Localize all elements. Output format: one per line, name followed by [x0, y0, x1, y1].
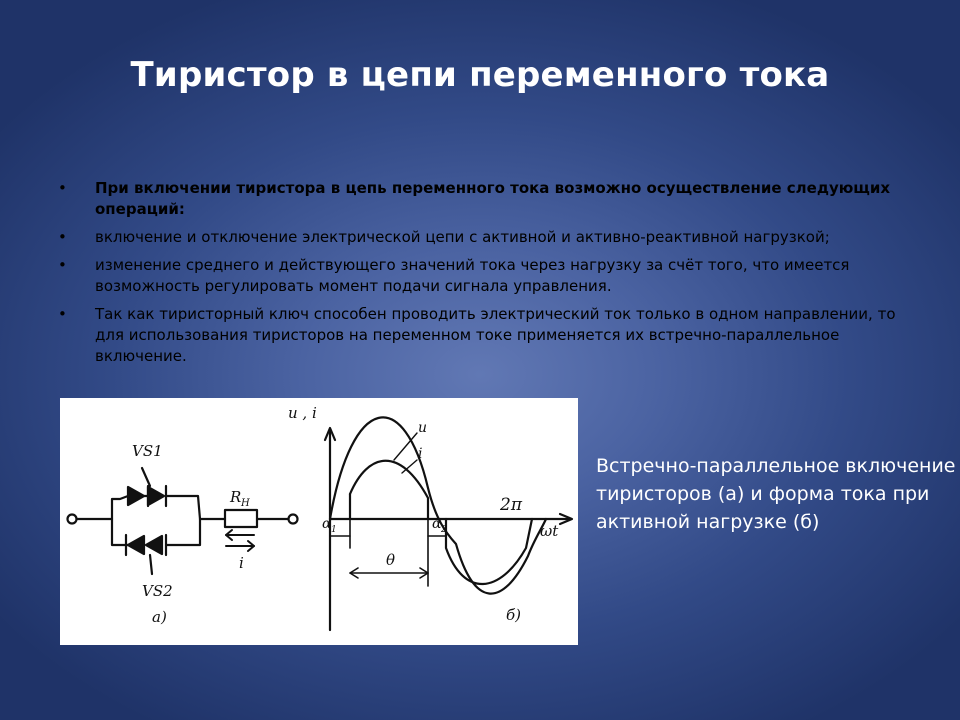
output-terminal [289, 515, 298, 524]
input-terminal [68, 515, 77, 524]
wire [112, 496, 128, 519]
thyristor-vs1 [128, 468, 166, 506]
bullet-text: При включении тиристора в цепь переменного тока возможно осуществление следующих операций: [95, 179, 891, 218]
vs1-label: VS1 [132, 442, 163, 460]
rh-label: R [230, 488, 242, 506]
part-b-label: б) [506, 606, 522, 624]
bullet-text: включение и отключение электрической цепи с активной и активно-реактивной нагрузкой; [95, 228, 830, 246]
slide-title: Тиристор в цепи переменного тока [130, 55, 830, 95]
bullet-item [58, 178, 908, 220]
current-curve-i-positive [350, 461, 428, 519]
wire [166, 496, 200, 519]
figure-caption: Встречно-параллельное включение тиристоров (а) и форма тока при активной нагрузке (б) [596, 455, 956, 533]
bullet-text: Так как тиристорный ключ способен проводить электрический ток только в одном направлении, то для использования тиристоров на переменном токе применяется их встречно-параллельное включение. [95, 305, 896, 365]
bullet-item [58, 304, 908, 367]
bullet-marker: • [58, 305, 67, 323]
alpha2-label: α [432, 516, 442, 532]
u-label: u [418, 420, 428, 436]
wire [166, 519, 200, 545]
figure-svg [60, 398, 578, 645]
graph-y-label: u , i [288, 404, 317, 422]
load-resistor [225, 510, 257, 527]
bullet-marker: • [58, 179, 67, 197]
bullet-text: изменение среднего и действующего значений тока через нагрузку за счёт того, что имеется возможность регулировать момент подачи сигнала управления. [95, 256, 850, 295]
theta-label: θ [386, 551, 396, 569]
waveform-graph [325, 417, 572, 630]
rh-subscript: H [241, 498, 250, 509]
current-label: i [239, 554, 244, 572]
bullet-item [58, 227, 908, 248]
bullet-marker: • [58, 256, 67, 274]
alpha2-subscript: 2 [441, 525, 447, 535]
current-arrows-icon [226, 530, 254, 551]
bullet-item [58, 255, 908, 297]
bullet-list [58, 178, 908, 374]
two-pi-label: 2π [500, 495, 522, 515]
thyristor-figure [60, 398, 578, 645]
circuit-diagram [68, 468, 298, 574]
graph-x-label: ωt [540, 522, 559, 540]
bullet-marker: • [58, 228, 67, 246]
vs2-label: VS2 [142, 582, 173, 600]
alpha1-label: α [322, 516, 332, 532]
part-a-label: a) [152, 608, 167, 626]
thyristor-vs2 [126, 535, 166, 574]
alpha1-subscript: 1 [331, 525, 337, 535]
i-label: i [418, 446, 423, 462]
